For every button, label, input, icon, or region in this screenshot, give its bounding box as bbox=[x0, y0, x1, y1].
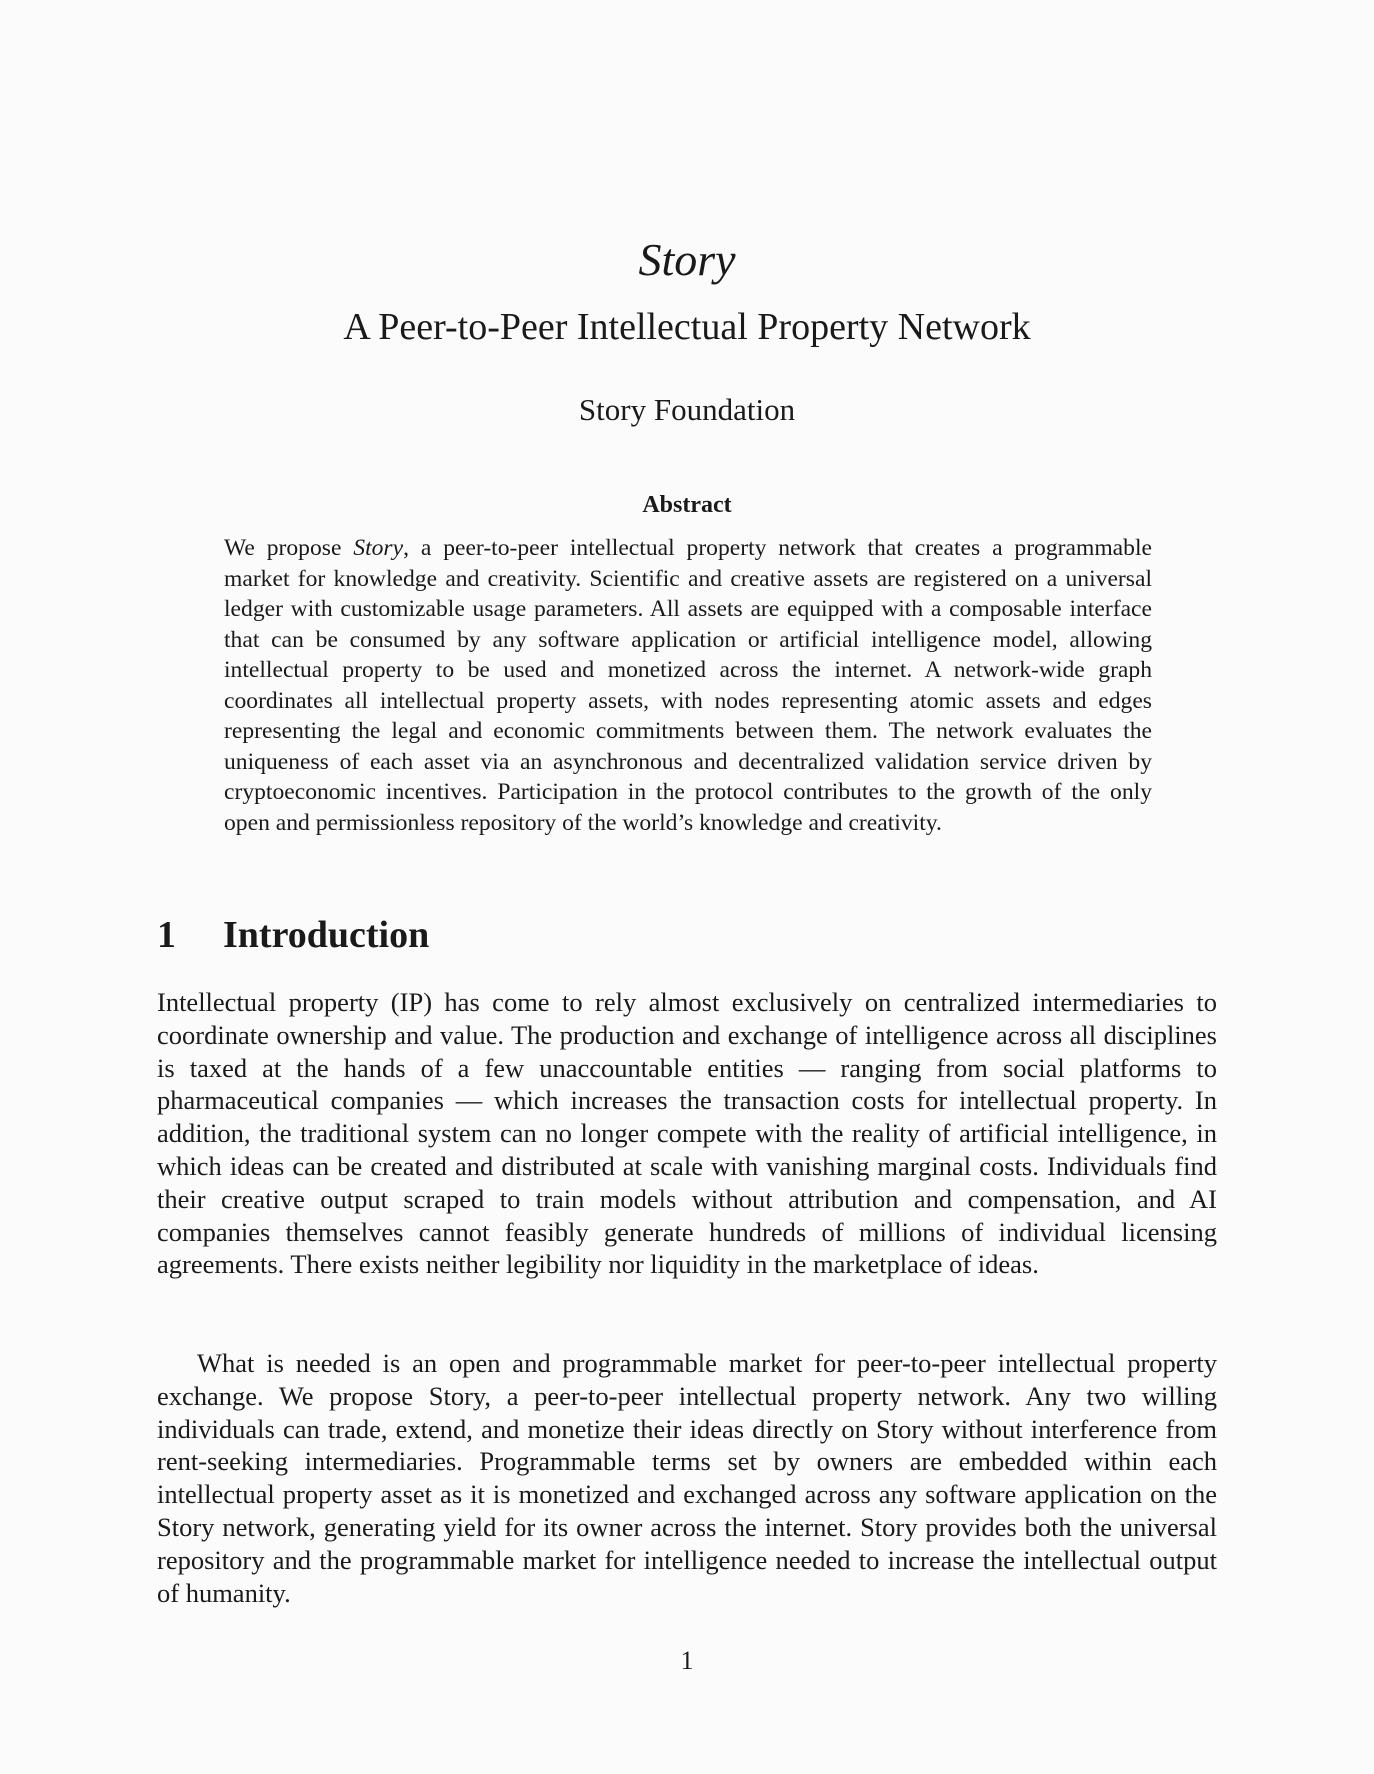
paper-title: Story bbox=[638, 234, 736, 285]
paper-subtitle: A Peer-to-Peer Intellectual Property Network bbox=[343, 306, 1031, 348]
section-heading bbox=[157, 912, 429, 958]
abstract-lead: We propose bbox=[224, 535, 354, 561]
section-title: Introduction bbox=[223, 914, 430, 956]
paper-author: Story Foundation bbox=[578, 392, 796, 427]
intro-paragraph-1: Intellectual property (IP) has come to rely almost exclusively on centralized intermediaries to coordinate ownership and value. The production and exchange of intelligence across all disciplines is taxed at the hands of a few unaccountable entities — ranging from social platforms to pharmaceutical companies — which increases the transaction costs for intellectual property. In addition, the traditional system can no longer compete with the reality of artificial intelligence, in which ideas can be created and distributed at scale with vanishing marginal costs. Individuals find their creative output scraped to train models without attribution and compensation, and AI companies themselves cannot feasibly generate hundreds of millions of individual licensing agreements. There exists neither legibility nor liquidity in the marketplace of ideas. bbox=[157, 987, 1217, 1280]
abstract-heading: Abstract bbox=[642, 492, 732, 518]
abstract-text: , a peer-to-peer intellectual property network that creates a programmable market for knowledge and creativity. Scientific and creative assets are registered on a universal ledger with customizable usage parameters. All assets are equipped with a composable interface that can be consumed by any software application or artificial intelligence model, allowing intellectual property to be used and monetized across the internet. A network-wide graph coordinates all intellectual property assets, with nodes representing atomic assets and edges representing the legal and economic commitments between them. The network evaluates the uniqueness of each asset via an asynchronous and decentralized validation service driven by cryptoeconomic incentives. Participation in the protocol contributes to the growth of the only open and permissionless repository of the world’s knowledge and creativity. bbox=[224, 535, 1152, 836]
intro-paragraph-2: What is needed is an open and programmable market for peer-to-peer intellectual property exchange. We propose Story, a peer-to-peer intellectual property network. Any two willing individuals can trade, extend, and monetize their ideas directly on Story without interference from rent-seeking intermediaries. Programmable terms set by owners are embedded within each intellectual property asset as it is monetized and exchanged across any software application on the Story network, generating yield for its owner across the internet. Story provides both the universal repository and the programmable market for intelligence needed to increase the intellectual output of humanity. bbox=[157, 1348, 1217, 1608]
abstract-lead-emphasis: Story bbox=[353, 535, 404, 561]
section-number: 1 bbox=[157, 914, 176, 956]
page-number: 1 bbox=[680, 1646, 694, 1675]
abstract-body bbox=[224, 533, 1152, 838]
